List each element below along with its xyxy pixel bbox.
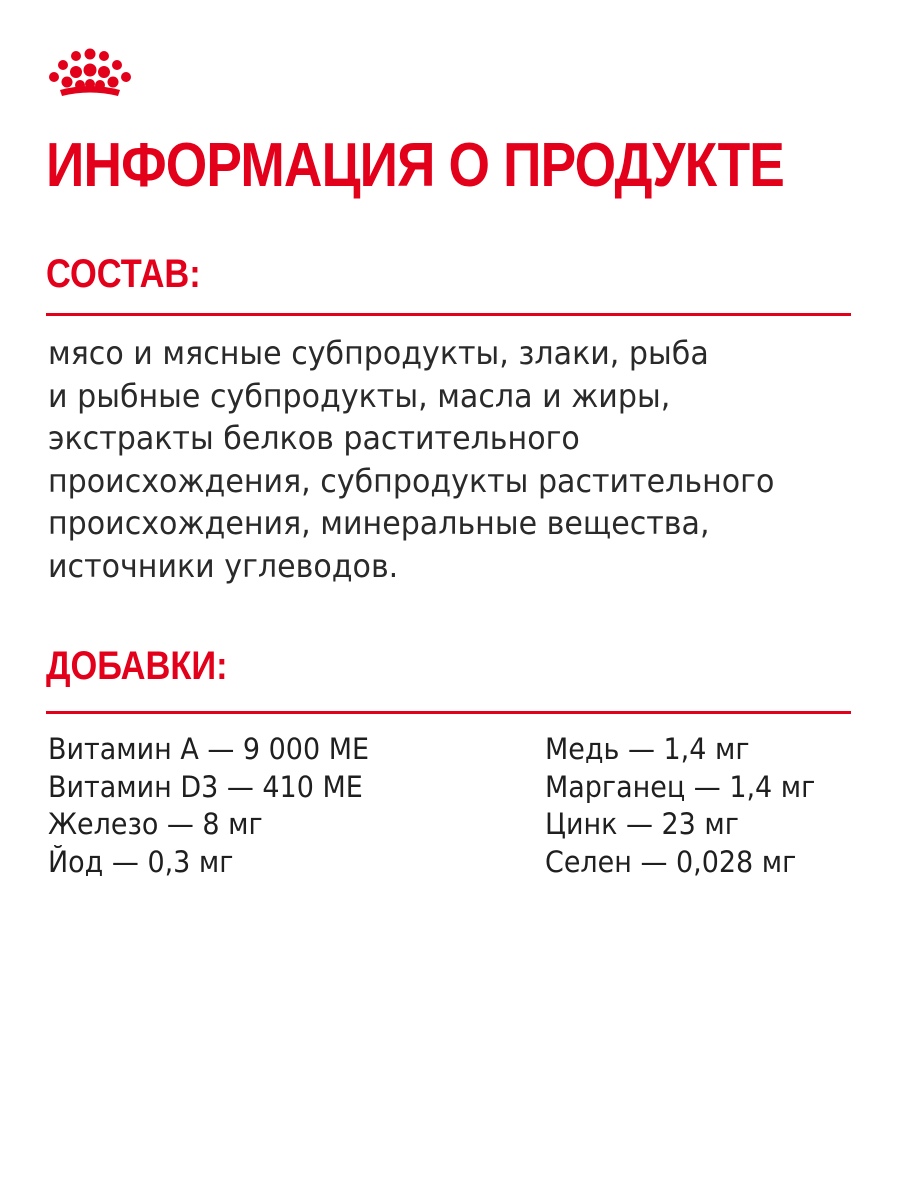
divider [46, 313, 851, 316]
divider [46, 711, 851, 714]
composition-line: происхождения, субпродукты растительного [48, 461, 775, 500]
additive-item: Витамин D3 — 410 МЕ [48, 769, 363, 804]
page-title: ИНФОРМАЦИЯ О ПРОДУКТЕ [46, 131, 785, 200]
additive-item: Марганец — 1,4 мг [545, 769, 816, 804]
additives-list-left [48, 731, 393, 881]
composition-heading: СОСТАВ: [46, 252, 201, 296]
composition-text [48, 332, 868, 587]
composition-line: происхождения, минеральные вещества, [48, 504, 710, 542]
additive-item: Цинк — 23 мг [545, 807, 739, 841]
additive-item: Железо — 8 мг [48, 807, 263, 841]
additive-item: Йод — 0,3 мг [48, 844, 234, 879]
composition-line: мясо и мясные субпродукты, злаки, рыба [48, 334, 709, 372]
crown-icon [46, 48, 134, 102]
additive-item: Витамин А — 9 000 МЕ [48, 732, 370, 766]
composition-line: и рыбные субпродукты, масла и жиры, [48, 376, 671, 415]
additive-item: Медь — 1,4 мг [545, 732, 750, 766]
additives-heading: ДОБАВКИ: [46, 644, 228, 688]
composition-line: экстракты белков растительного [48, 419, 580, 457]
additive-item: Селен — 0,028 мг [545, 844, 797, 879]
additives-list-right [545, 731, 836, 881]
composition-line: источники углеводов. [48, 546, 399, 585]
